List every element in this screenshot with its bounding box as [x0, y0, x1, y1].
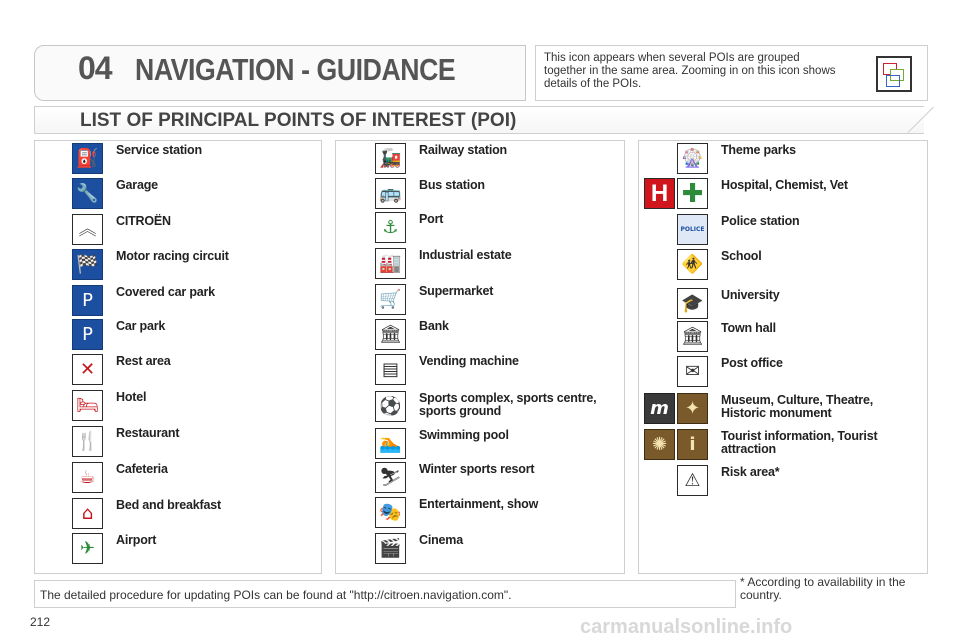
- watermark: carmanualsonline.info: [580, 616, 793, 638]
- poi-label: Restaurant: [116, 426, 180, 440]
- poi-label: School: [721, 249, 762, 263]
- risk-icon: ⚠: [677, 465, 708, 496]
- airport-icon: ✈: [72, 533, 103, 564]
- post-icon: ✉: [677, 356, 708, 387]
- availability-footnote: * According to availability in the country.: [740, 575, 906, 602]
- winter-icon: ⛷: [375, 462, 406, 493]
- bus-icon: 🚌: [375, 178, 406, 209]
- service-icon: ⛽: [72, 143, 103, 174]
- cinema-icon: 🎬: [375, 533, 406, 564]
- chapter-number: 04: [78, 50, 112, 86]
- page-title: NAVIGATION - GUIDANCE: [135, 52, 456, 87]
- cafeteria-icon: ☕: [72, 462, 103, 493]
- poi-label: Town hall: [721, 321, 776, 335]
- railway-icon: 🚂: [375, 143, 406, 174]
- update-note: [34, 580, 736, 608]
- poi-label: Sports complex, sports centre, sports ground: [419, 391, 597, 418]
- page-number: 212: [30, 615, 51, 629]
- poi-label: Bank: [419, 319, 449, 333]
- tourist-icon: i: [677, 429, 708, 460]
- town-icon: 🏛: [677, 321, 708, 352]
- tourist-icon: ✺: [644, 429, 675, 460]
- poi-label: Police station: [721, 214, 800, 228]
- museum-icon: m: [644, 393, 675, 424]
- hospital-icon: ✚: [677, 178, 708, 209]
- poi-label: Industrial estate: [419, 248, 512, 262]
- vending-icon: ▤: [375, 354, 406, 385]
- poi-label: Garage: [116, 178, 158, 192]
- poi-label: Post office: [721, 356, 783, 370]
- restaurant-icon: 🍴: [72, 426, 103, 457]
- car-icon: P: [72, 319, 103, 350]
- hospital-icon: H: [644, 178, 675, 209]
- grouped-poi-note-text: This icon appears when several POIs are grouped together in the same area. Zooming in on this icon shows details of the POIs.: [544, 52, 836, 90]
- poi-label: Supermarket: [419, 284, 494, 298]
- poi-label: Railway station: [419, 143, 507, 157]
- rest-icon: ✕: [72, 354, 103, 385]
- poi-label: Cafeteria: [116, 462, 168, 476]
- entertainment-icon: 🎭: [375, 497, 406, 528]
- theme-icon: 🎡: [677, 143, 708, 174]
- poi-label: Rest area: [116, 354, 171, 368]
- poi-label: Motor racing circuit: [116, 249, 229, 263]
- industrial-icon: 🏭: [375, 248, 406, 279]
- section-title: LIST OF PRINCIPAL POINTS OF INTEREST (POI): [80, 110, 517, 131]
- port-icon: ⚓: [375, 212, 406, 243]
- poi-label: Cinema: [419, 533, 463, 547]
- police-icon: POLICE: [677, 214, 708, 245]
- museum-icon: ✦: [677, 393, 708, 424]
- citro-icon: ︽: [72, 214, 103, 245]
- swimming-icon: 🏊: [375, 428, 406, 459]
- poi-label: Hospital, Chemist, Vet: [721, 178, 848, 192]
- hotel-icon: 🛏: [72, 390, 103, 421]
- bank-icon: 🏛: [375, 319, 406, 350]
- grouped-pois-icon: [876, 56, 912, 92]
- grouped-poi-note: [535, 45, 928, 101]
- covered-icon: P: [72, 285, 103, 316]
- poi-label: Swimming pool: [419, 428, 509, 442]
- poi-label: CITROËN: [116, 214, 171, 228]
- poi-label: Entertainment, show: [419, 497, 539, 511]
- bed-icon: ⌂: [72, 498, 103, 529]
- poi-label: Airport: [116, 533, 157, 547]
- poi-label: Vending machine: [419, 354, 519, 368]
- poi-label: Museum, Culture, Theatre, Historic monument: [721, 393, 873, 420]
- poi-label: Car park: [116, 319, 166, 333]
- poi-label: Service station: [116, 143, 202, 157]
- poi-label: Hotel: [116, 390, 147, 404]
- poi-label: Port: [419, 212, 444, 226]
- sports-icon: ⚽: [375, 391, 406, 422]
- poi-label: Theme parks: [721, 143, 796, 157]
- garage-icon: 🔧: [72, 178, 103, 209]
- poi-label: Winter sports resort: [419, 462, 535, 476]
- poi-label: Tourist information, Tourist attraction: [721, 429, 878, 456]
- motor-icon: 🏁: [72, 249, 103, 280]
- poi-label: Bus station: [419, 178, 485, 192]
- poi-label: University: [721, 288, 780, 302]
- update-note-text: The detailed procedure for updating POIs can be found at "http://citroen.navigation.com".: [40, 588, 512, 602]
- supermarket-icon: 🛒: [375, 284, 406, 315]
- school-icon: 🚸: [677, 249, 708, 280]
- poi-label: Risk area*: [721, 465, 780, 479]
- university-icon: 🎓: [677, 288, 708, 319]
- poi-label: Covered car park: [116, 285, 215, 299]
- poi-label: Bed and breakfast: [116, 498, 221, 512]
